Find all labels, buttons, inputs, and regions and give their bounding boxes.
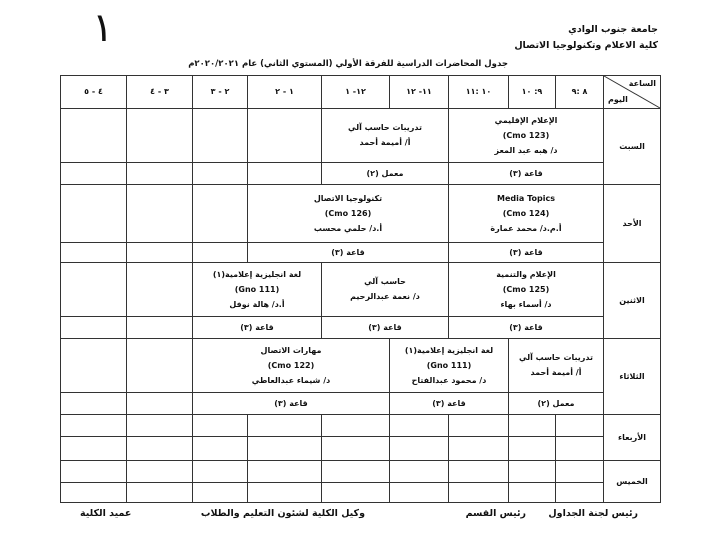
course-cell xyxy=(449,185,604,243)
empty-cell xyxy=(193,415,248,437)
instructor: أ/ أميمة أحمد xyxy=(530,368,582,377)
instructor: أ.د/ هالة نوفل xyxy=(229,299,285,309)
empty-cell xyxy=(61,317,127,339)
day-label: السبت xyxy=(604,109,661,185)
faculty-name: كلية الاعلام وتكنولوجيا الاتصال xyxy=(514,40,658,51)
empty-cell xyxy=(127,185,193,243)
empty-cell xyxy=(556,483,604,503)
course-name: مهارات الاتصال xyxy=(260,345,322,355)
empty-cell xyxy=(127,109,193,163)
empty-cell xyxy=(61,163,127,185)
slot-header: ١ - ٢ xyxy=(248,76,322,109)
room-cell: قاعة (٣) xyxy=(390,393,509,415)
empty-cell xyxy=(193,185,248,243)
table-row xyxy=(61,437,661,461)
room-cell: قاعة (٣) xyxy=(193,317,322,339)
course-name: لغة انجليزية إعلامية(١) xyxy=(212,269,302,279)
instructor: أ.د/ حلمي محسب xyxy=(313,223,383,233)
empty-cell xyxy=(556,437,604,461)
empty-cell xyxy=(322,461,390,483)
empty-cell xyxy=(390,415,449,437)
course-cell xyxy=(509,339,604,393)
empty-cell xyxy=(322,483,390,503)
empty-cell xyxy=(390,437,449,461)
instructor: د/ شيماء عبدالعاطي xyxy=(251,375,331,385)
empty-cell xyxy=(127,415,193,437)
course-name: تدريبات حاسب آلي xyxy=(347,123,423,132)
schedule-table xyxy=(60,75,661,503)
empty-cell xyxy=(509,483,556,503)
empty-cell xyxy=(193,483,248,503)
empty-cell xyxy=(127,393,193,415)
empty-cell xyxy=(193,461,248,483)
empty-cell xyxy=(127,461,193,483)
table-row xyxy=(61,483,661,503)
empty-cell xyxy=(248,415,322,437)
slot-header: ١٢- ١ xyxy=(322,76,390,109)
empty-cell xyxy=(322,415,390,437)
room-cell: قاعة (٣) xyxy=(449,317,604,339)
empty-cell xyxy=(193,243,248,263)
course-cell xyxy=(449,263,604,317)
empty-cell xyxy=(248,437,322,461)
empty-cell xyxy=(193,163,248,185)
table-header-row xyxy=(61,76,661,109)
course-code: (Cmo 124) xyxy=(502,208,550,218)
empty-cell xyxy=(127,263,193,317)
room-cell: معمل (٢) xyxy=(322,163,449,185)
empty-cell xyxy=(61,437,127,461)
day-label: الخميس xyxy=(604,461,661,503)
room-cell: قاعة (٣) xyxy=(322,317,449,339)
course-name: الإعلام والتنمية xyxy=(496,269,556,279)
course-code: (Gno 111) xyxy=(234,284,280,294)
empty-cell xyxy=(61,109,127,163)
slot-header: ٨ :٩ xyxy=(556,76,604,109)
course-cell xyxy=(322,263,449,317)
empty-cell xyxy=(449,415,509,437)
table-row xyxy=(61,317,661,339)
signature-department-head: رئيس القسم xyxy=(465,508,526,519)
room-cell: قاعة (٣) xyxy=(449,243,604,263)
room-cell: قاعة (٣) xyxy=(248,243,449,263)
university-name: جامعة جنوب الوادي xyxy=(568,24,658,35)
slot-header: ٤ - ٥ xyxy=(61,76,127,109)
day-label: الثلاثاء xyxy=(604,339,661,415)
signature-schedules-committee: رئيس لجنة الجداول xyxy=(548,508,638,519)
empty-cell xyxy=(61,393,127,415)
table-row xyxy=(61,415,661,437)
table-row xyxy=(61,185,661,243)
empty-cell xyxy=(248,461,322,483)
course-name: تكنولوجيا الاتصال xyxy=(313,193,383,203)
empty-cell xyxy=(61,185,127,243)
table-row xyxy=(61,461,661,483)
instructor: أ.م.د/ محمد عمارة xyxy=(490,223,562,233)
empty-cell xyxy=(61,339,127,393)
empty-cell xyxy=(61,263,127,317)
slot-header: ١١- ١٢ xyxy=(390,76,449,109)
empty-cell xyxy=(390,483,449,503)
empty-cell xyxy=(127,483,193,503)
empty-cell xyxy=(127,339,193,393)
empty-cell xyxy=(248,109,322,163)
instructor: د/ نعمة عبدالرحيم xyxy=(350,292,420,301)
empty-cell xyxy=(248,163,322,185)
empty-cell xyxy=(61,243,127,263)
instructor: د/ محمود عبدالفتاح xyxy=(411,375,487,385)
empty-cell xyxy=(390,461,449,483)
empty-cell xyxy=(449,437,509,461)
slot-header: ٢ - ٣ xyxy=(193,76,248,109)
room-cell: معمل (٢) xyxy=(509,393,604,415)
schedule-title: جدول المحاضرات الدراسية للفرقة الأولي (المستوي الثاني) عام ٢٠٢٠/٢٠٢١م xyxy=(188,59,508,69)
table-row xyxy=(61,243,661,263)
empty-cell xyxy=(449,483,509,503)
course-code: (Gno 111) xyxy=(426,360,472,370)
corner-hour-label: الساعة xyxy=(628,79,656,88)
instructor: أ/ أميمة أحمد xyxy=(359,138,411,147)
day-label: الأربعاء xyxy=(604,415,661,461)
room-cell: قاعة (٣) xyxy=(449,163,604,185)
empty-cell xyxy=(509,461,556,483)
empty-cell xyxy=(127,437,193,461)
signature-vice-dean: وكيل الكلية لشئون التعليم والطلاب xyxy=(200,508,365,519)
table-row xyxy=(61,263,661,317)
course-name: حاسب آلي xyxy=(364,277,406,286)
room-cell: قاعة (٣) xyxy=(193,393,390,415)
slot-header: ٣ - ٤ xyxy=(127,76,193,109)
empty-cell xyxy=(193,109,248,163)
table-row xyxy=(61,393,661,415)
page-number: ١ xyxy=(92,5,114,51)
empty-cell xyxy=(449,461,509,483)
empty-cell xyxy=(61,483,127,503)
course-name: تدريبات حاسب آلي xyxy=(518,353,594,362)
course-code: (Cmo 122) xyxy=(267,360,315,370)
empty-cell xyxy=(248,483,322,503)
day-label: الأحد xyxy=(604,185,661,263)
course-cell xyxy=(390,339,509,393)
empty-cell xyxy=(127,163,193,185)
course-cell xyxy=(193,263,322,317)
slot-header: ٩: ١٠ xyxy=(509,76,556,109)
empty-cell xyxy=(61,461,127,483)
course-code: (Cmo 126) xyxy=(324,208,372,218)
empty-cell xyxy=(193,437,248,461)
empty-cell xyxy=(322,437,390,461)
course-cell xyxy=(248,185,449,243)
empty-cell xyxy=(61,415,127,437)
course-name: الإعلام الإقليمي xyxy=(494,115,558,125)
day-label: الاثنين xyxy=(604,263,661,339)
empty-cell xyxy=(556,415,604,437)
instructor: د/ أسماء بهاء xyxy=(500,299,552,309)
course-cell xyxy=(449,109,604,163)
signature-dean: عميد الكلية xyxy=(80,508,132,519)
empty-cell xyxy=(509,415,556,437)
corner-cell xyxy=(604,76,661,109)
course-code: (Cmo 123) xyxy=(502,130,550,140)
corner-day-label: اليوم xyxy=(608,95,628,104)
course-cell xyxy=(322,109,449,163)
course-cell xyxy=(193,339,390,393)
empty-cell xyxy=(127,243,193,263)
table-row xyxy=(61,339,661,393)
table-row xyxy=(61,109,661,163)
empty-cell xyxy=(509,437,556,461)
course-name: Media Topics xyxy=(497,193,555,203)
course-name: لغة انجليزية إعلامية(١) xyxy=(404,345,494,355)
instructor: د/ هبه عبد المعز xyxy=(494,145,558,155)
course-code: (Cmo 125) xyxy=(502,284,550,294)
empty-cell xyxy=(127,317,193,339)
slot-header: ١٠ :١١ xyxy=(449,76,509,109)
table-row xyxy=(61,163,661,185)
empty-cell xyxy=(556,461,604,483)
